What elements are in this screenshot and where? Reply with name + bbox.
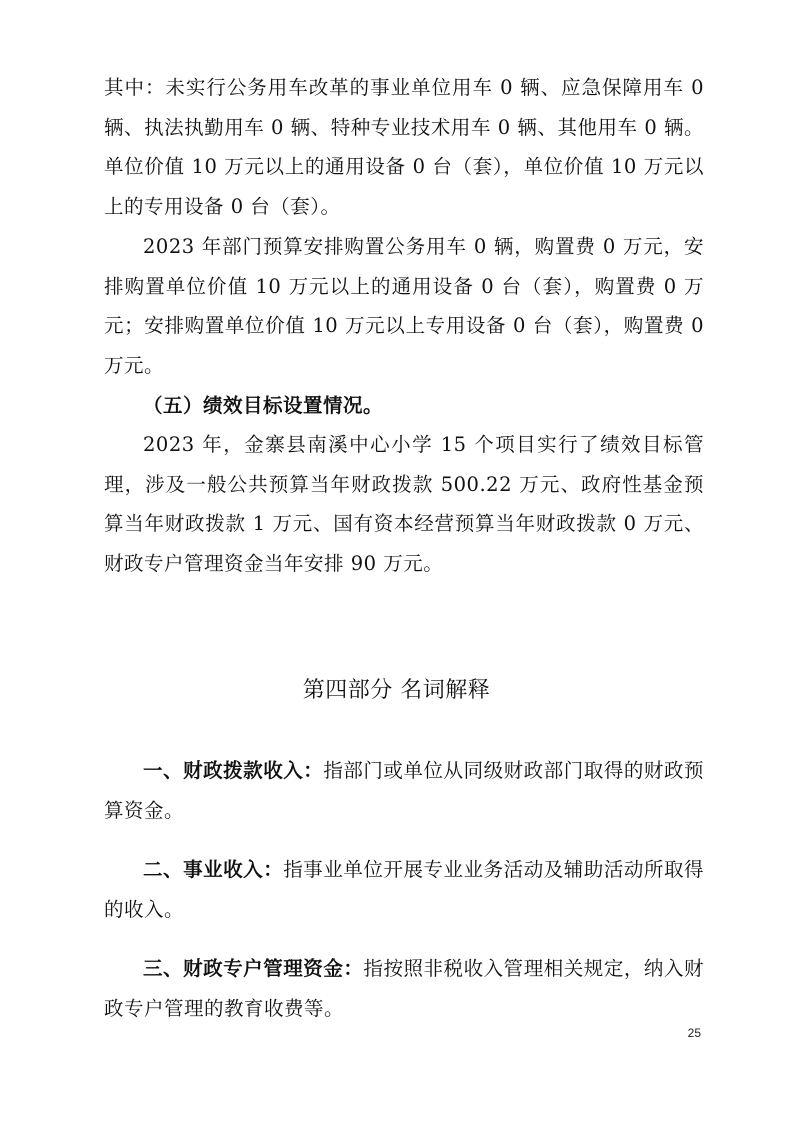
definition-business-income	[104, 850, 704, 929]
definition-text: 指事业单位开展专业业务活动及辅助活动所取得的收入。	[104, 858, 704, 921]
definition-special-account	[104, 949, 704, 1028]
definition-term: 二、事业收入：	[143, 858, 284, 881]
paragraph-purchase-budget: 2023 年部门预算安排购置公务用车 0 辆，购置费 0 万元，安排购置单位价值 10 万元以上的通用设备 0 台（套），购置费 0 万元；安排购置单位价值 10 万元以上专用设备 0 台（套），购置费 0 万元。	[104, 235, 704, 377]
definition-text: 指按照非税收入管理相关规定，纳入财政专户管理的教育收费等。	[104, 957, 704, 1020]
definition-fiscal-appropriation	[104, 751, 704, 830]
definition-term: 三、财政专户管理资金：	[143, 957, 364, 980]
definition-text: 指部门或单位从同级财政部门取得的财政预算资金。	[104, 759, 704, 822]
part4-title: 第四部分 名词解释	[302, 678, 491, 703]
page-number: 25	[687, 1026, 701, 1040]
paragraph-vehicles-equipment: 其中：未实行公务用车改革的事业单位用车 0 辆、应急保障用车 0 辆、执法执勤用车 0 辆、特种专业技术用车 0 辆、其他用车 0 辆。单位价值 10 万元以上的通用设备 0 台（套），单位价值 10 万元以上的专用设备 0 台（套）。	[104, 76, 704, 218]
section-performance-title: （五）绩效目标设置情况。	[143, 394, 384, 417]
definition-term: 一、财政拨款收入：	[143, 759, 324, 782]
paragraph-performance: 2023 年，金寨县南溪中心小学 15 个项目实行了绩效目标管理，涉及一般公共预算当年财政拨款 500.22 万元、政府性基金预算当年财政拨款 1 万元、国有资本经营预算当年财政拨款 0 万元、财政专户管理资金当年安排 90 万元。	[104, 433, 704, 575]
